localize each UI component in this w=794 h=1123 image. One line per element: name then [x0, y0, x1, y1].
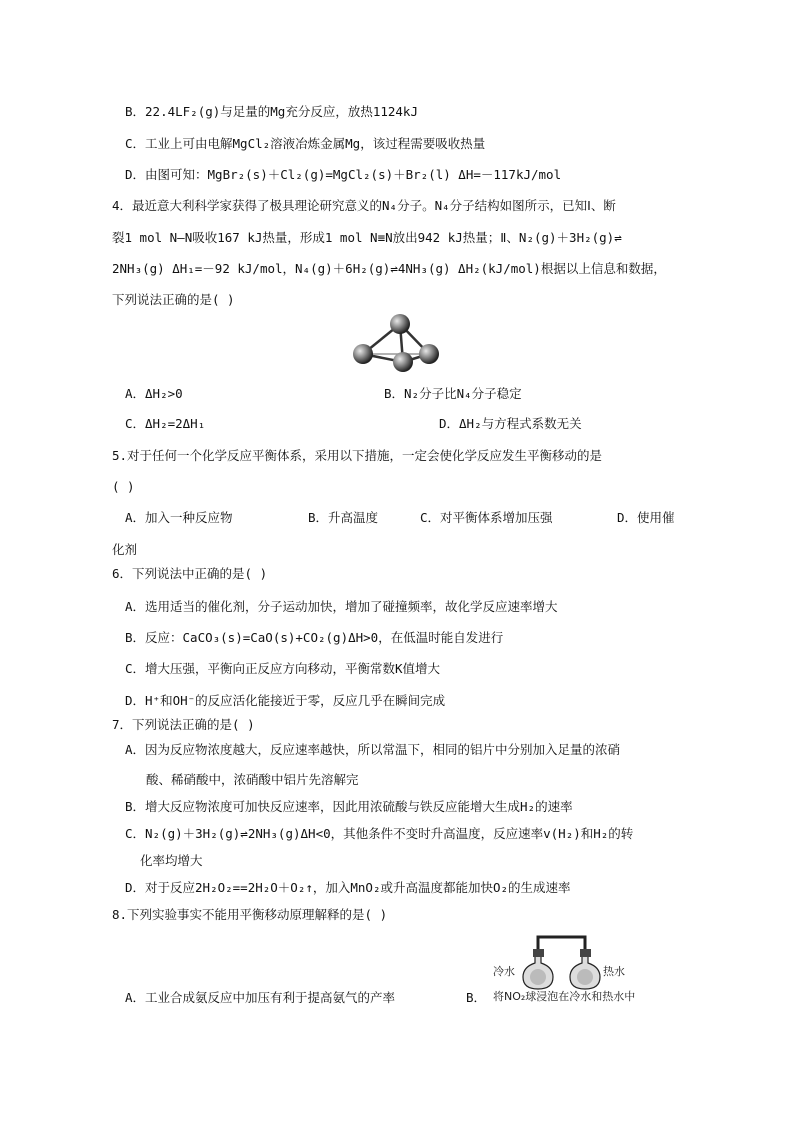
q4-stem-line4: 下列说法正确的是( ) [112, 292, 235, 307]
q4-option-b: B．N₂分子比N₄分子稳定 [384, 386, 522, 401]
no2-flask-figure [493, 933, 665, 1003]
q5-stem-line1: 5.对于任何一个化学反应平衡体系，采用以下措施，一定会使化学反应发生平衡移动的是 [112, 448, 603, 463]
q3-option-c: C．工业上可由电解MgCl₂溶液冶炼金属Mg，该过程需要吸收热量 [125, 136, 486, 151]
cold-water-label: 冷水 [493, 965, 515, 978]
q4-stem-line1: 4．最近意大利科学家获得了极具理论研究意义的N₄分子。N₄分子结构如图所示，已知Ⅰ、断 [112, 198, 616, 213]
n4-atom-left [353, 344, 373, 364]
q5-stem-line2: ( ) [112, 479, 135, 494]
q4-stem-line2: 裂1 mol N—N吸收167 kJ热量，形成1 mol N≡N放出942 kJ热量；Ⅱ、N₂(g)＋3H₂(g)⇌ [112, 230, 622, 245]
n4-atom-right [419, 344, 439, 364]
q3-option-d: D．由图可知：MgBr₂(s)＋Cl₂(g)=MgCl₂(s)＋Br₂(l) ΔH=－117kJ/mol [125, 167, 562, 182]
q3-option-b: B．22.4LF₂(g)与足量的Mg充分反应，放热1124kJ [125, 104, 418, 119]
q4-option-c: C．ΔH₂=2ΔH₁ [125, 416, 206, 431]
q5-option-d: D．使用催 [617, 510, 675, 525]
q8-option-a: A．工业合成氨反应中加压有利于提高氨气的产率 [125, 990, 396, 1005]
q7-option-b: B．增大反应物浓度可加快反应速率，因此用浓硫酸与铁反应能增大生成H₂的速率 [125, 799, 573, 814]
q7-option-c-line2: 化率均增大 [140, 853, 203, 868]
q4-stem-line3: 2NH₃(g) ΔH₁=－92 kJ/mol，N₄(g)＋6H₂(g)⇌4NH₃(g) ΔH₂(kJ/mol)根据以上信息和数据， [112, 261, 666, 276]
q7-option-a-line2: 酸、稀硝酸中，浓硝酸中铝片先溶解完 [146, 772, 359, 787]
n4-atom-front [393, 352, 413, 372]
q8-option-b: B． [466, 990, 487, 1005]
q7-option-c-line1: C．N₂(g)＋3H₂(g)⇌2NH₃(g)ΔH<0，其他条件不变时升高温度，反应速率v(H₂)和H₂的转 [125, 826, 634, 841]
q6-option-b: B．反应：CaCO₃(s)=CaO(s)+CO₂(g)ΔH>0，在低温时能自发进行 [125, 630, 504, 645]
q5-option-a: A．加入一种反应物 [125, 510, 233, 525]
q6-option-a: A．选用适当的催化剂，分子运动加快，增加了碰撞频率，故化学反应速率增大 [125, 599, 558, 614]
q7-option-a-line1: A．因为反应物浓度越大，反应速率越快，所以常温下，相同的铝片中分别加入足量的浓硝 [125, 742, 621, 757]
q4-option-d: D．ΔH₂与方程式系数无关 [439, 416, 582, 431]
q5-option-d-cont: 化剂 [112, 542, 138, 557]
q6-stem: 6．下列说法中正确的是( ) [112, 566, 268, 581]
q4-option-a: A．ΔH₂>0 [125, 386, 183, 401]
q5-option-c: C．对平衡体系增加压强 [420, 510, 553, 525]
q6-option-d: D．H⁺和OH⁻的反应活化能接近于零，反应几乎在瞬间完成 [125, 693, 446, 708]
q6-option-c: C．增大压强，平衡向正反应方向移动，平衡常数K值增大 [125, 661, 441, 676]
q8-stem: 8.下列实验事实不能用平衡移动原理解释的是( ) [112, 907, 388, 922]
figure-caption: 将NO₂球浸泡在冷水和热水中 [493, 990, 636, 1003]
q7-stem: 7．下列说法正确的是( ) [112, 717, 255, 732]
hot-water-label: 热水 [603, 965, 625, 978]
q7-option-d: D．对于反应2H₂O₂==2H₂O＋O₂↑，加入MnO₂或升高温度都能加快O₂的生成速率 [125, 880, 571, 895]
n4-atom-top [390, 314, 410, 334]
q5-option-b: B．升高温度 [308, 510, 379, 525]
n4-molecule-figure [345, 312, 445, 372]
